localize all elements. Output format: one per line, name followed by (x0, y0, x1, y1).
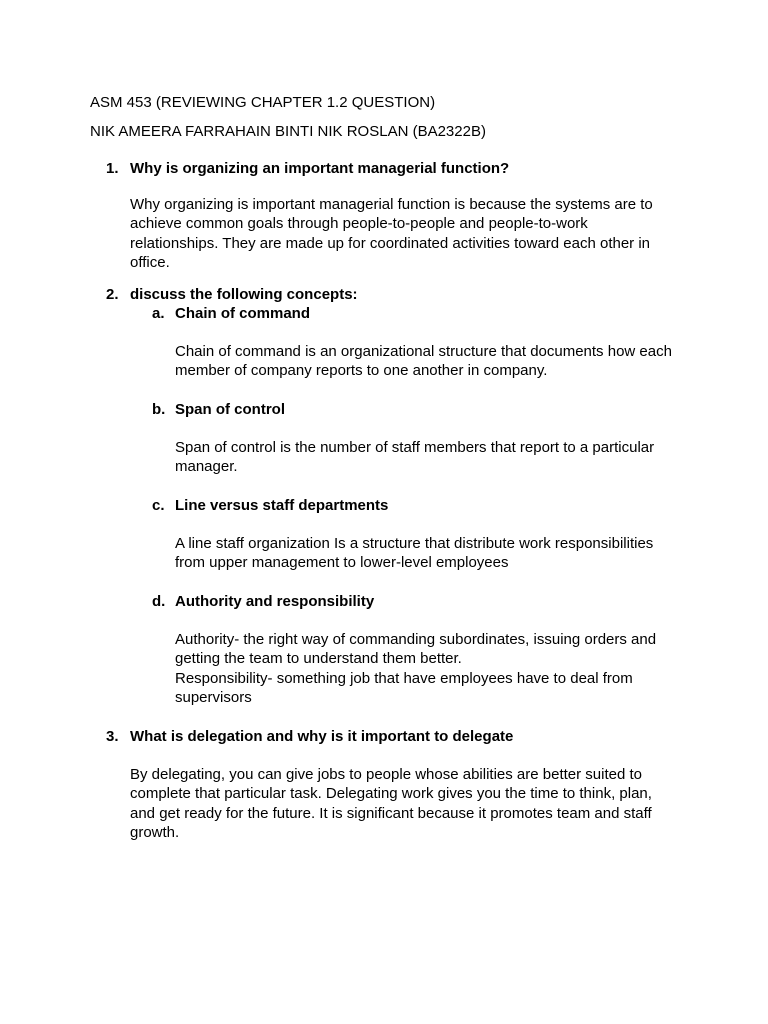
q2d-letter: d. (152, 593, 166, 610)
answer-line: Why organizing is important managerial function is because the systems are to (130, 196, 653, 213)
q2-question: discuss the following concepts: (130, 286, 358, 303)
answer-line: from upper management to lower-level employees (175, 554, 509, 572)
answer-line: Chain of command is an organizational structure that documents how each (175, 343, 672, 360)
answer-line: Authority- the right way of commanding subordinates, issuing orders and (175, 631, 657, 648)
q2b-answer (175, 438, 654, 477)
q2a-letter: a. (152, 305, 165, 322)
answer-line: member of company reports to one another in company. (175, 362, 548, 380)
course-title: ASM 453 (REVIEWING CHAPTER 1.2 QUESTION) (90, 94, 436, 111)
q1-question: Why is organizing an important managerial function? (130, 160, 510, 177)
answer-line: manager. (175, 458, 238, 476)
q2-number: 2. (106, 286, 119, 303)
q3-answer (130, 765, 652, 842)
q1-number: 1. (106, 160, 119, 177)
answer-line: By delegating, you can give jobs to people whose abilities are better suited to (130, 766, 642, 783)
q2c-letter: c. (152, 497, 165, 514)
q3-number: 3. (106, 728, 119, 745)
answer-line: relationships. They are made up for coordinated activities toward each other in (130, 234, 651, 252)
answer-line: office. (130, 253, 170, 271)
answer-line: A line staff organization Is a structure that distribute work responsibilities (175, 535, 654, 552)
answer-line: Responsibility- something job that have employees have to deal from (175, 669, 633, 687)
answer-line: supervisors (175, 688, 252, 706)
student-name: NIK AMEERA FARRAHAIN BINTI NIK ROSLAN (BA2322B) (90, 123, 486, 140)
q2a-answer (175, 342, 672, 381)
q3-question: What is delegation and why is it important to delegate (130, 728, 514, 745)
q2d-title: Authority and responsibility (175, 593, 375, 610)
q2a-title: Chain of command (175, 305, 311, 322)
answer-line: complete that particular task. Delegating work gives you the time to think, plan, (130, 785, 652, 803)
q2d-answer (175, 630, 656, 707)
q2c-title: Line versus staff departments (175, 497, 389, 514)
answer-line: achieve common goals through people-to-people and people-to-work (130, 215, 588, 233)
answer-line: and get ready for the future. It is significant because it promotes team and staff (130, 804, 652, 822)
answer-line: getting the team to understand them better. (175, 650, 462, 668)
q2b-letter: b. (152, 401, 166, 418)
answer-line: growth. (130, 823, 180, 841)
q1-answer (130, 195, 653, 272)
answer-line: Span of control is the number of staff members that report to a particular (175, 439, 655, 456)
q2c-answer (175, 534, 653, 573)
q2b-title: Span of control (175, 401, 285, 418)
